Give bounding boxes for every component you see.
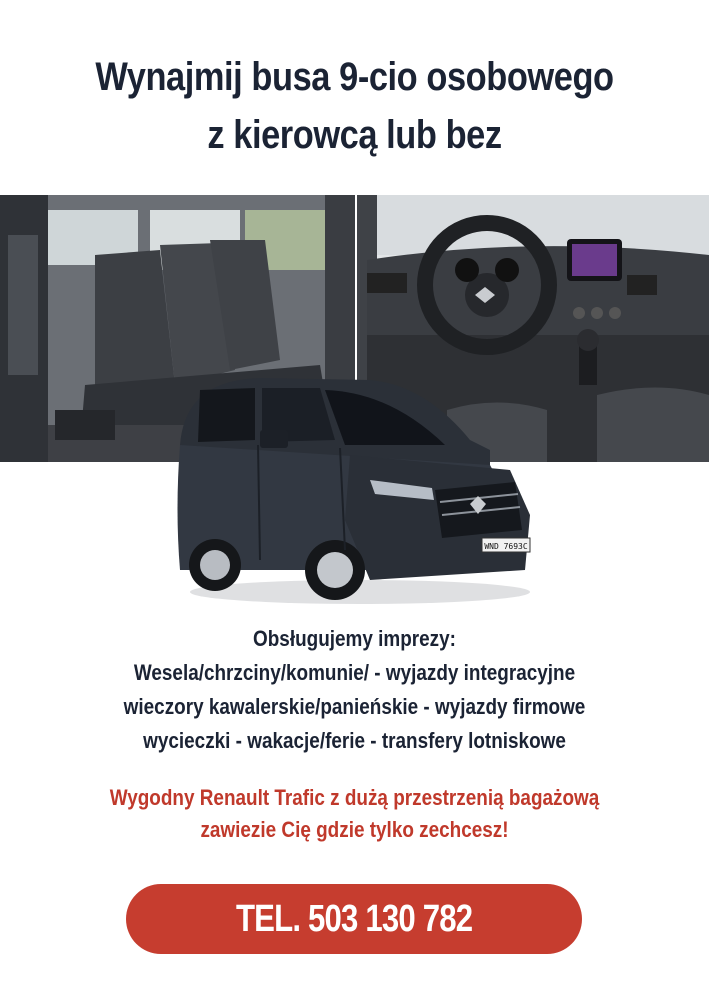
phone-button[interactable] bbox=[126, 884, 582, 954]
headline bbox=[50, 48, 660, 164]
license-plate-text: WND 7693C bbox=[484, 542, 528, 551]
promo-section bbox=[50, 782, 660, 846]
services-section bbox=[50, 622, 660, 758]
headline-line-2: z kierowcą lub bez bbox=[207, 113, 502, 157]
services-line-3: wycieczki - wakacje/ferie - transfery lotniskowe bbox=[143, 728, 566, 753]
phone-label: TEL. 503 130 782 bbox=[235, 897, 473, 940]
services-heading: Obsługujemy imprezy: bbox=[253, 626, 456, 651]
services-line-1: Wesela/chrzciny/komunie/ - wyjazdy integracyjne bbox=[133, 660, 576, 685]
renault-trafic-van-photo bbox=[170, 370, 540, 610]
headline-line-1: Wynajmij busa 9-cio osobowego bbox=[95, 55, 614, 99]
services-line-2: wieczory kawalerskie/panieńskie - wyjazdy firmowe bbox=[123, 694, 586, 719]
promo-line-2: zawiezie Cię gdzie tylko zechcesz! bbox=[200, 817, 509, 842]
van-illustration bbox=[170, 370, 540, 610]
promo-line-1: Wygodny Renault Trafic z dużą przestrzenią bagażową bbox=[109, 785, 600, 810]
